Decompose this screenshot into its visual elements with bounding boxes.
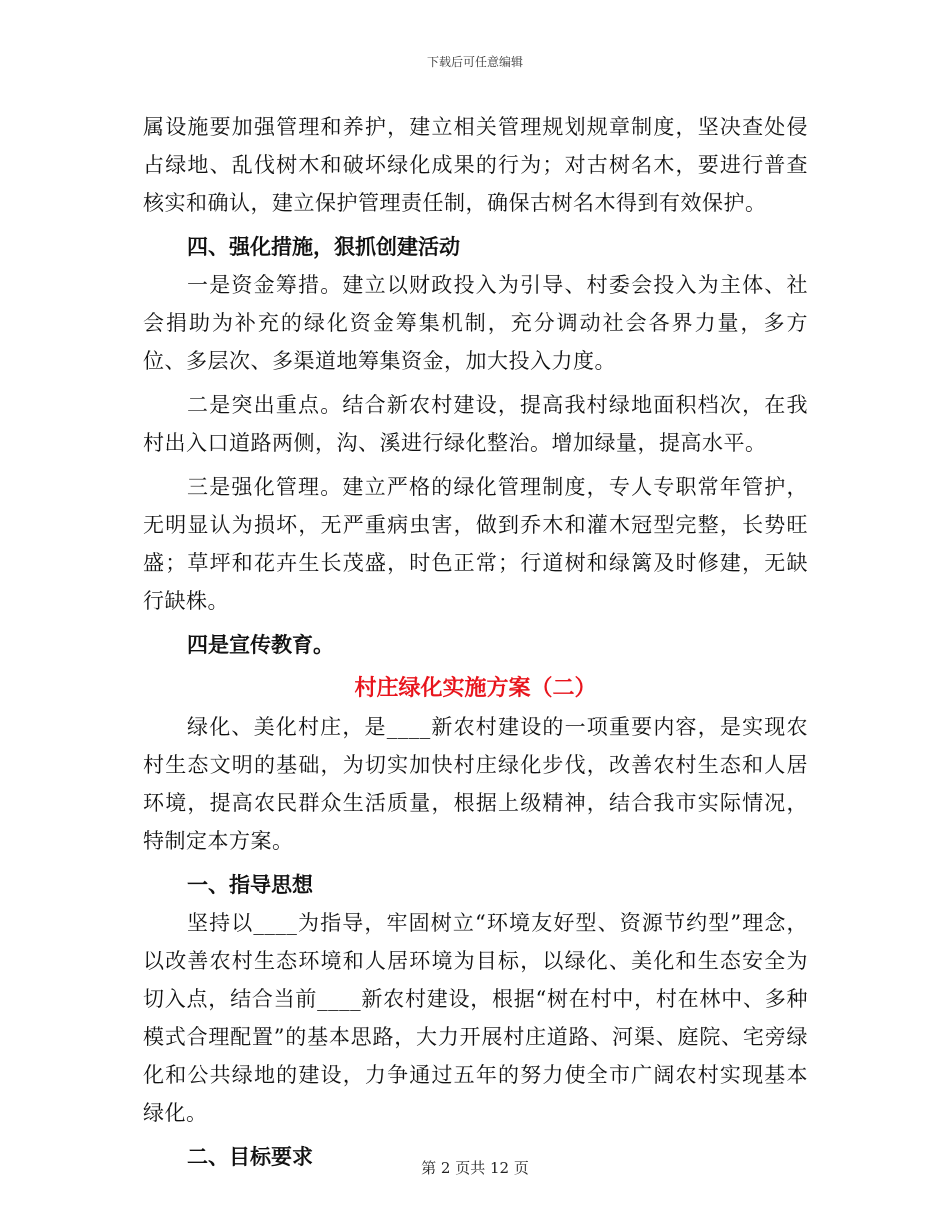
paragraph-focus: 二是突出重点。结合新农村建设，提高我村绿地面积档次，在我村出入口道路两侧，沟、溪进行绿化整治。增加绿量，提高水平。 bbox=[143, 393, 808, 455]
header-note: 下载后可任意编辑 bbox=[426, 55, 523, 69]
heading-goals: 二、目标要求 bbox=[187, 1144, 313, 1169]
page-number: 第 2 页共 12 页 bbox=[421, 1159, 529, 1177]
heading-measures: 四、强化措施，狠抓创建活动 bbox=[187, 234, 460, 259]
paragraph-management: 三是强化管理。建立严格的绿化管理制度，专人专职常年管护，无明显认为损坏，无严重病虫害，做到乔木和灌木冠型完整，长势旺盛；草坪和花卉生长茂盛，时色正常；行道树和绿篱及时修建，无缺行缺株。 bbox=[143, 475, 808, 613]
heading-publicity: 四是宣传教育。 bbox=[187, 632, 334, 657]
paragraph-funding: 一是资金筹措。建立以财政投入为引导、村委会投入为主体、社会捐助为补充的绿化资金筹集机制，充分调动社会各界力量，多方位、多层次、多渠道地筹集资金，加大投入力度。 bbox=[143, 273, 808, 373]
heading-guiding-thought: 一、指导思想 bbox=[187, 872, 313, 897]
document-body bbox=[143, 108, 808, 1176]
section-title: 村庄绿化实施方案（二） bbox=[354, 675, 597, 701]
paragraph-facility-management: 属设施要加强管理和养护，建立相关管理规划规章制度，坚决查处侵占绿地、乱伐树木和破坏绿化成果的行为；对古树名木，要进行普查核实和确认，建立保护管理责任制，确保古树名木得到有效保护。 bbox=[143, 115, 808, 215]
paragraph-guiding-thought: 坚持以____为指导，牢固树立“环境友好型、资源节约型”理念，以改善农村生态环境和人居环境为目标，以绿化、美化和生态安全为切入点，结合当前____新农村建设，根据“树在村中，村在林中、多种模式合理配置”的基本思路，大力开展村庄道路、河渠、庭院、宅旁绿化和公共绿地的建设，力争通过五年的努力使全市广阔农村实现基本绿化。 bbox=[143, 911, 808, 1125]
paragraph-intro: 绿化、美化村庄，是____新农村建设的一项重要内容，是实现农村生态文明的基础，为切实加快村庄绿化步伐，改善农村生态和人居环境，提高农民群众生活质量，根据上级精神，结合我市实际情况，特制定本方案。 bbox=[143, 715, 808, 853]
